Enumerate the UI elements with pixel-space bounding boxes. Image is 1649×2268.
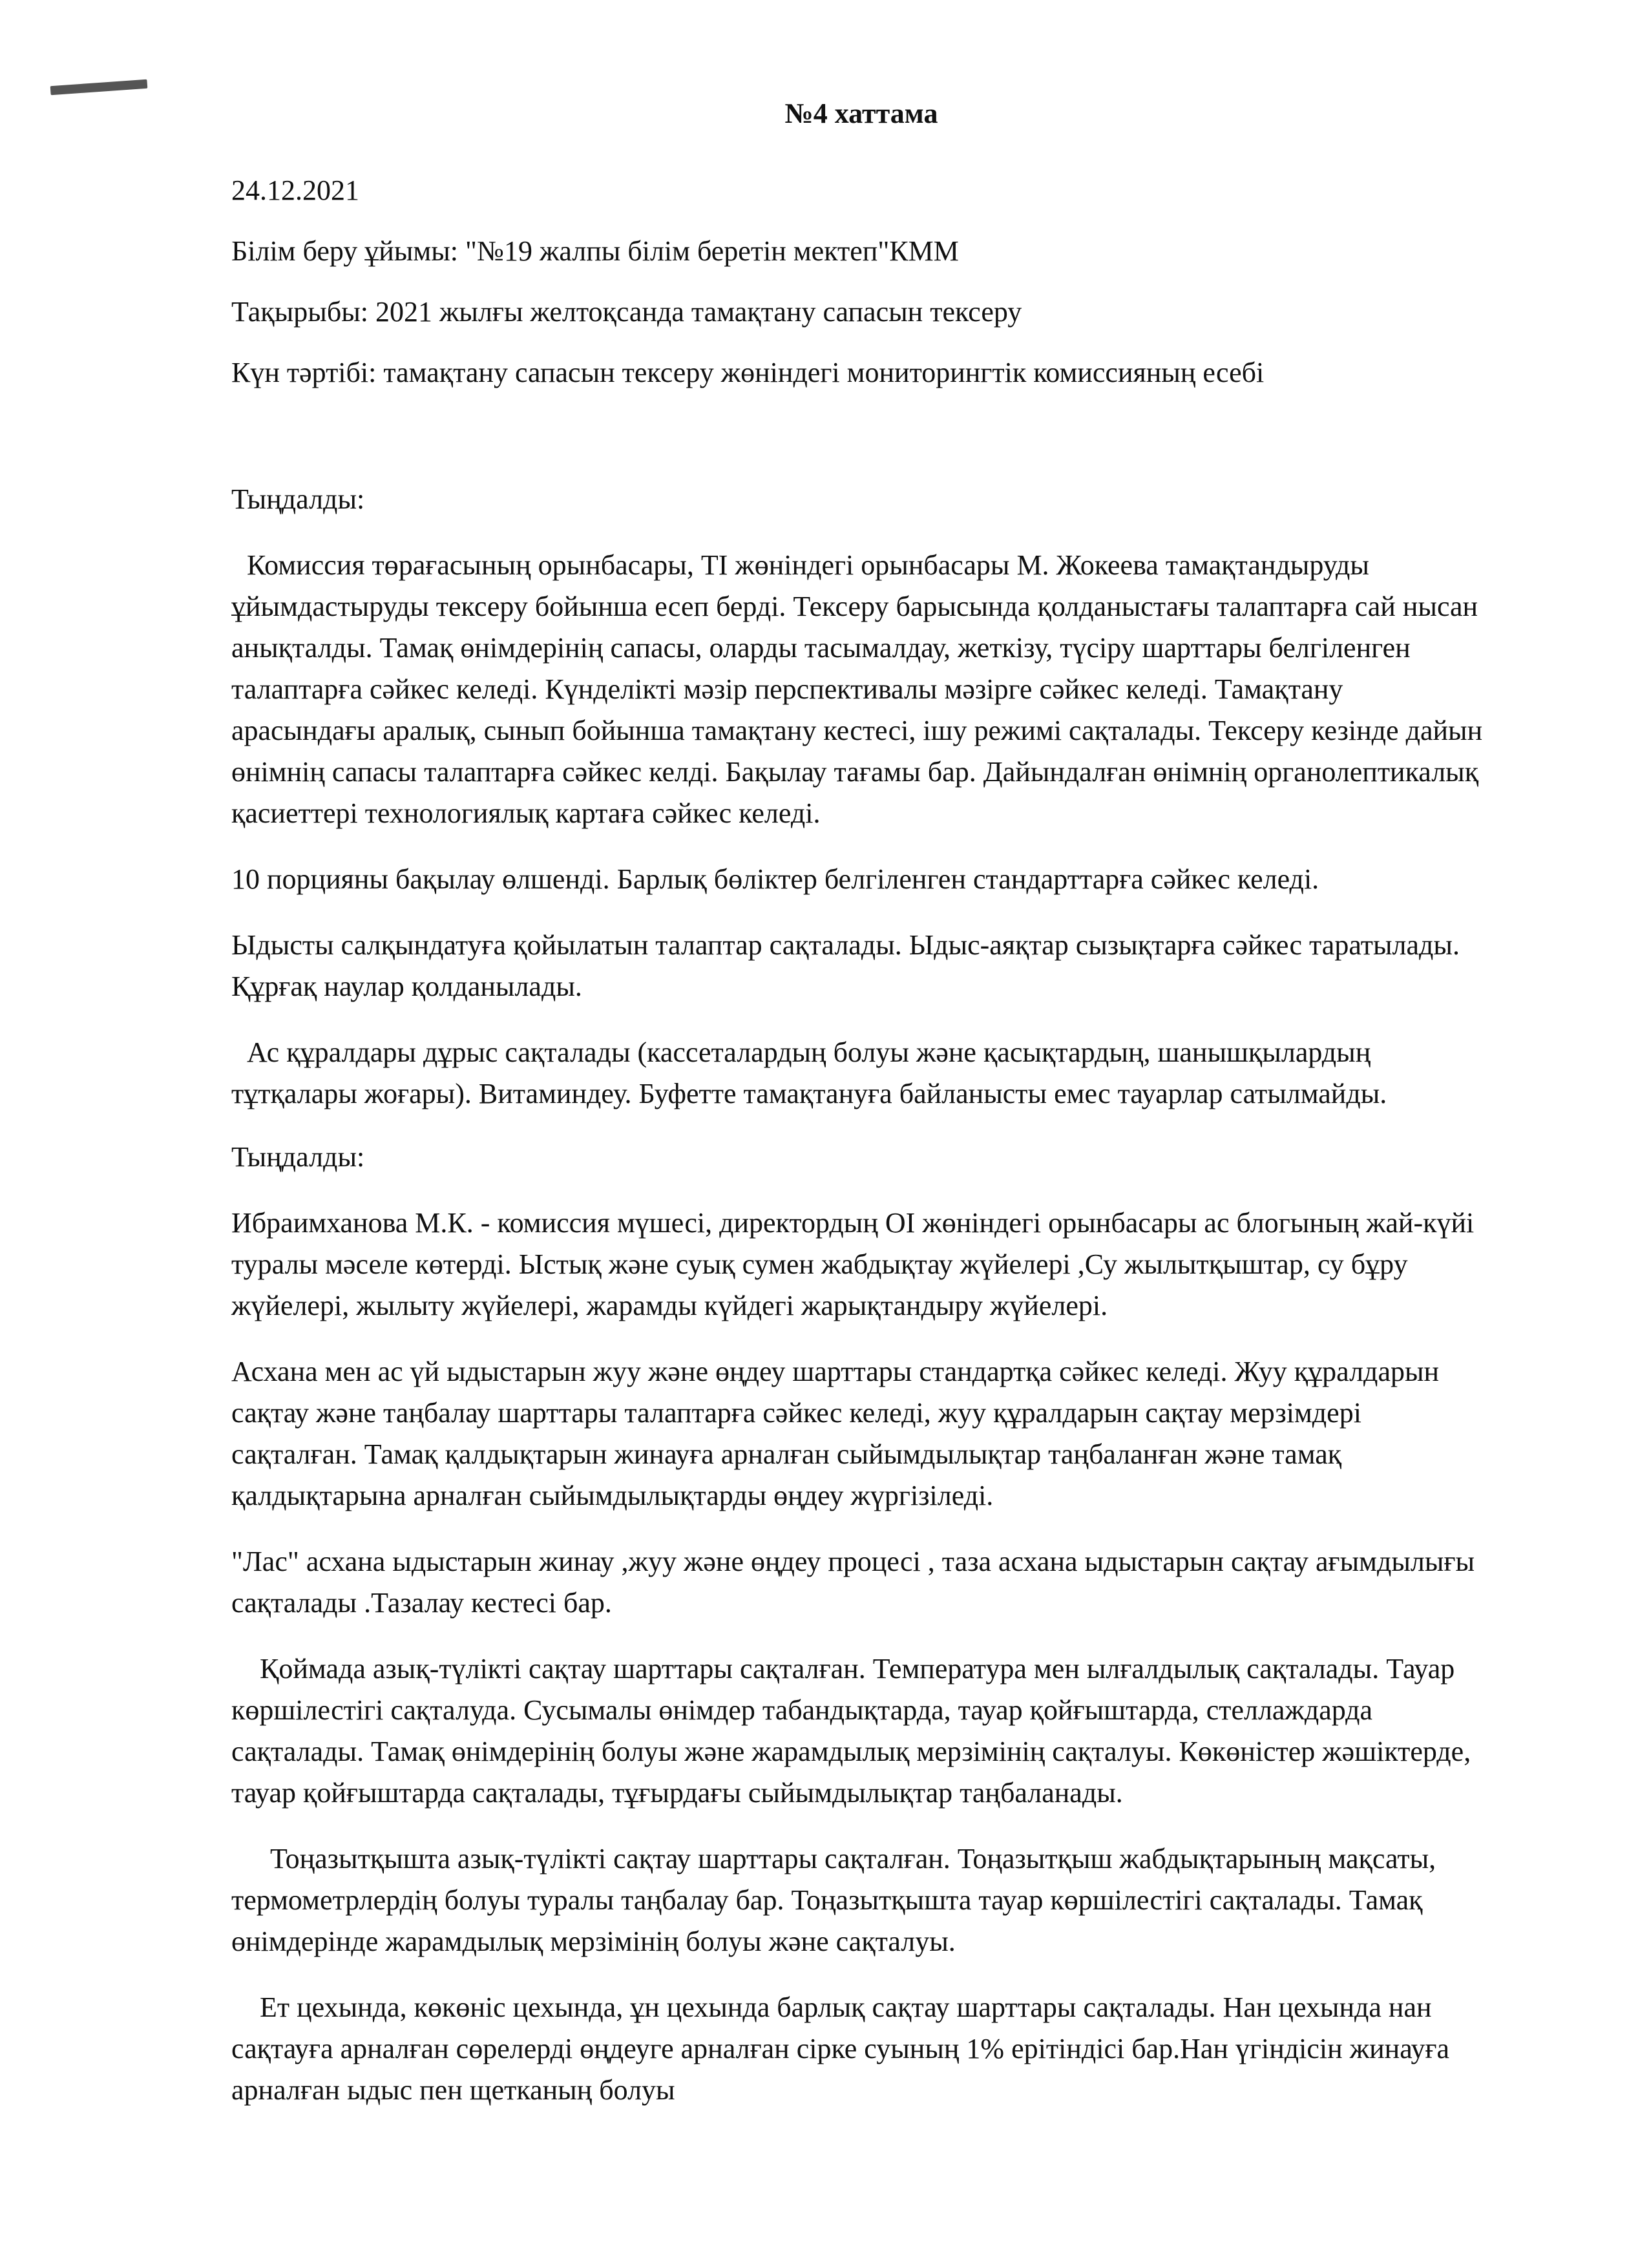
organization-line: Білім беру ұйымы: "№19 жалпы білім беретін мектеп"КММ: [231, 235, 959, 267]
agenda-line: Күн тәртібі: тамақтану сапасын тексеру жөніндегі мониторингтік комиссияның есебі: [231, 357, 1265, 388]
document-date: 24.12.2021: [231, 174, 359, 206]
paragraph-commission-report: Комиссия төрағасының орынбасары, ТІ жөніндегі орынбасары М. Жокеева тамақтандыруды ұйымдастыруды тексеру бойынша есеп берді. Тексеру барысында қолданыстағы талаптарға сай нысан анықталды. Тамақ өнімдерінің сапасы, оларды тасымалдау, жеткізу, түсіру шарттары белгіленген талаптарға сәйкес келеді. Күнделікті мәзір перспективалы мәзірге сәйкес келеді. Тамақтану арасындағы аралық, сынып бойынша тамақтану кестесі, ішу режимі сақталады. Тексеру кезінде дайын өнімнің сапасы талаптарға сәйкес келді. Бақылау тағамы бар. Дайындалған өнімнің органолептикалық қасиеттері технологиялық картаға сәйкес келеді.: [231, 549, 1483, 829]
paragraph-washing: Асхана мен ас үй ыдыстарын жуу және өңдеу шарттары стандартқа сәйкес келеді. Жуу құралдарын сақтау және таңбалау шарттары талаптарға сәйкес келеді, жуу құралдарын сақтау мерзімдері сақталған. Тамақ қалдықтарын жинауға арналған сыйымдылықтар таңбаланған және тамақ қалдықтарына арналған сыйымдылықтарды өңдеу жүргізіледі.: [231, 1356, 1440, 1511]
paragraph-workshops: Ет цехында, көкөніс цехында, ұн цехында барлық сақтау шарттары сақталады. Нан цехында нан сақтауға арналған сөрелерді өңдеуге арналған сірке суының 1% ерітіндісі бар.Нан үгіндісін жинауға арналған ыдыс пен щетканың болуы: [231, 1991, 1450, 2106]
paragraph-storage: Қоймада азық-түлікті сақтау шарттары сақталған. Температура мен ылғалдылық сақталады. Тауар көршілестігі сақталуда. Сусымалы өнімдер табандықтарда, тауар қойғыштарда, стеллаждарда сақталады. Тамақ өнімдерінің болуы және жарамдылық мерзімінің сақталуы. Көкөністер жәшіктерде, тауар қойғыштарда сақталады, тұғырдағы сыйымдылықтар таңбаланады.: [231, 1653, 1471, 1809]
topic-line: Тақырыбы: 2021 жылғы желтоқсанда тамақтану сапасын тексеру: [231, 296, 1022, 328]
heard-heading-1: Тыңдалды:: [231, 483, 365, 515]
paragraph-cutlery: Ас құралдары дұрыс сақталады (кассеталардың болуы және қасықтардың, шанышқылардың тұтқалары жоғары). Витаминдеу. Буфетте тамақтануға байланысты емес тауарлар сатылмайды.: [231, 1036, 1387, 1109]
paragraph-dishes-cooling: Ыдысты салқындатуға қойылатын талаптар сақталады. Ыдыс-аяқтар сызықтарға сәйкес таратылады. Құрғақ наулар қолданылады.: [231, 929, 1460, 1002]
paragraph-kitchen-block: Ибраимханова М.К. - комиссия мүшесі, директордың ОІ жөніндегі орынбасары ас блогының жай-күйі туралы мәселе көтерді. Ыстық және суық сумен жабдықтау жүйелері ,Су жылытқыштар, су бұру жүйелері, жылыту жүйелері, жарамды күйдегі жарықтандыру жүйелері.: [231, 1207, 1475, 1321]
document-page: [231, 97, 1491, 2136]
paragraph-portions: 10 порцияны бақылау өлшенді. Барлық бөліктер белгіленген стандарттарға сәйкес келеді.: [231, 863, 1319, 895]
heard-heading-2: Тыңдалды:: [231, 1141, 365, 1173]
paragraph-refrigerator: Тоңазытқышта азық-түлікті сақтау шарттары сақталған. Тоңазытқыш жабдықтарының мақсаты, термометрлердің болуы туралы таңбалау бар. Тоңазытқышта тауар көршілестігі сақталады. Тамақ өнімдерінде жарамдылық мерзімінің болуы және сақталуы.: [231, 1843, 1436, 1957]
scanner-mark: [50, 79, 148, 95]
paragraph-dirty-dishes: "Лас" асхана ыдыстарын жинау ,жуу және өңдеу процесі , таза асхана ыдыстарын сақтау ағымдылығы сақталады .Тазалау кестесі бар.: [231, 1546, 1475, 1619]
document-title: №4 хаттама: [784, 98, 938, 129]
